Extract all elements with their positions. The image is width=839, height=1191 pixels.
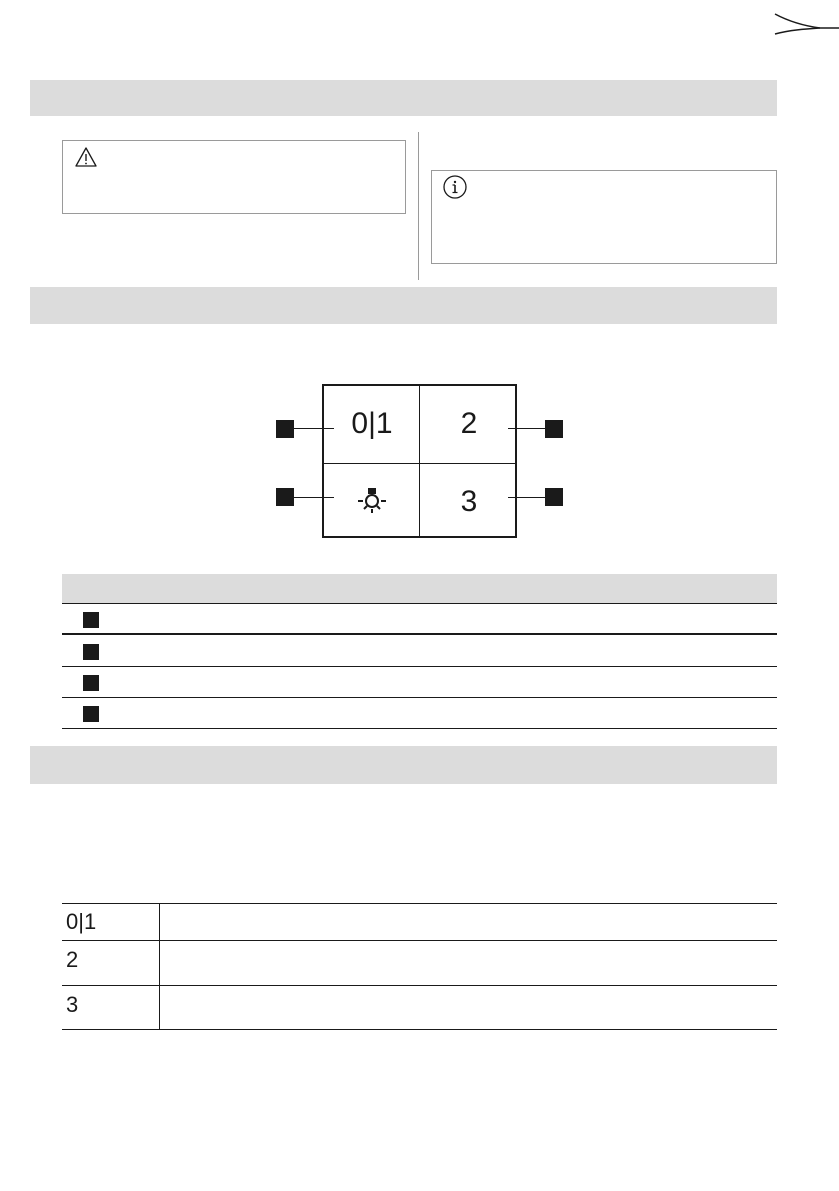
section-header-bar-2 <box>30 287 777 324</box>
table-row <box>62 904 777 941</box>
table-row <box>62 667 777 698</box>
speed-2-symbol: 2 <box>66 947 79 972</box>
callout-leader-3 <box>294 497 334 498</box>
section-header-bar-1 <box>30 80 777 116</box>
warning-box <box>62 140 406 214</box>
power-key[interactable]: 0|1 <box>351 407 393 440</box>
speed-3-key[interactable]: 3 <box>460 485 478 518</box>
info-box <box>431 170 777 264</box>
table-row <box>62 698 777 729</box>
table-row <box>62 986 777 1030</box>
cut-line <box>0 0 839 40</box>
table-row <box>62 604 777 635</box>
power-symbol: 0|1 <box>66 909 97 934</box>
callout-marker-2 <box>545 420 563 438</box>
callout-marker-1 <box>276 420 294 438</box>
callout-leader-2 <box>508 428 545 429</box>
control-panel <box>322 384 517 538</box>
column-divider <box>418 132 419 280</box>
legend-table-header <box>62 574 777 604</box>
table-row <box>62 636 777 667</box>
section-header-bar-3 <box>30 746 777 784</box>
table-row <box>62 941 777 986</box>
callout-leader-1 <box>294 428 334 429</box>
callout-marker-3 <box>276 488 294 506</box>
callout-marker-cell <box>83 612 99 628</box>
info-circle-icon <box>441 173 469 201</box>
callout-leader-4 <box>508 497 545 498</box>
scissors-icon <box>0 0 839 40</box>
callout-marker-cell <box>83 675 99 691</box>
speed-2-key[interactable]: 2 <box>460 407 478 440</box>
callout-marker-cell <box>83 706 99 722</box>
warning-triangle-icon <box>74 146 98 168</box>
callout-marker-cell <box>83 644 99 660</box>
callout-marker-4 <box>545 488 563 506</box>
light-bulb-icon <box>352 482 392 522</box>
light-key[interactable] <box>324 464 420 540</box>
speed-3-symbol: 3 <box>66 992 79 1017</box>
